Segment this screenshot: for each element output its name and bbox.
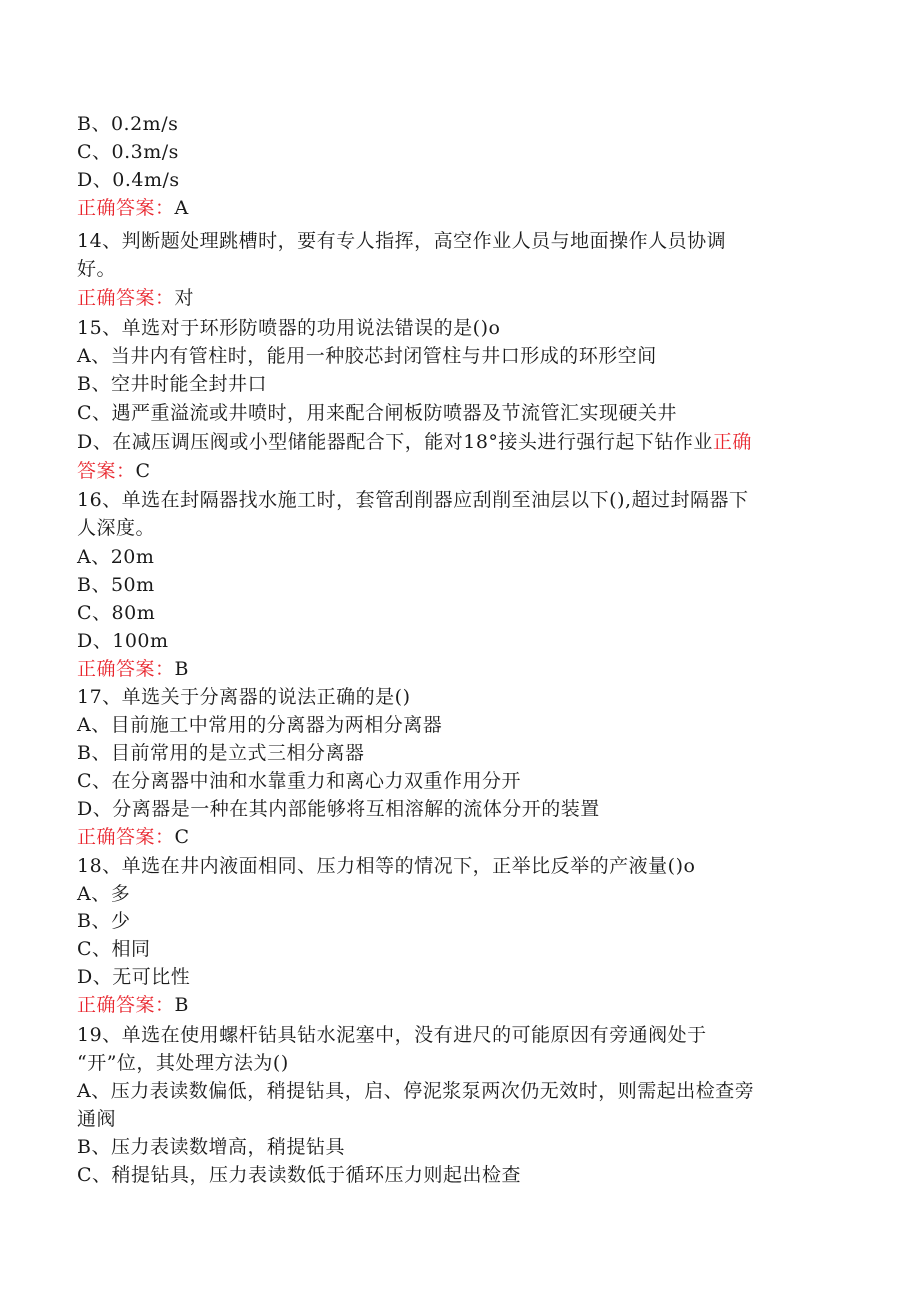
q16-option-d: D、100m: [77, 630, 169, 652]
q19-option-a-line2: 通阀: [77, 1108, 117, 1130]
answer-label: 正确答案：: [77, 658, 175, 680]
q16-question-line2: 人深度。: [77, 517, 156, 539]
answer-label: 正确答案：: [77, 994, 175, 1016]
q18-option-c: C、相同: [77, 938, 151, 960]
q13-option-d: D、0.4m/s: [77, 169, 180, 191]
q15-option-b: B、空井时能全封井口: [77, 373, 267, 395]
answer-value: A: [174, 197, 189, 219]
q14-question-line2: 好。: [77, 258, 117, 280]
q16-option-a: A、20m: [77, 546, 155, 568]
answer-label: 正确答案：: [77, 287, 175, 309]
q17-option-b: B、目前常用的是立式三相分离器: [77, 742, 365, 764]
answer-value: B: [174, 658, 189, 680]
q14-answer: [77, 284, 194, 312]
option-text: D、在减压调压阀或小型储能器配合下，能对18°接头进行强行起下钻作业: [77, 431, 713, 453]
answer-value: C: [174, 826, 190, 848]
q17-answer: [77, 823, 190, 851]
answer-label-part1: 正确: [712, 431, 752, 453]
q18-answer: [77, 991, 189, 1019]
q16-question-line1: 16、单选在封隔器找水施工时，套管刮削器应刮削至油层以下(),超过封隔器下: [77, 489, 749, 511]
q16-option-c: C、80m: [77, 602, 156, 624]
q13-option-c: C、0.3m/s: [77, 141, 179, 163]
q19-option-c: C、稍提钻具，压力表读数低于循环压力则起出检查: [77, 1164, 522, 1186]
answer-label: 正确答案：: [77, 826, 175, 848]
q15-option-a: A、当井内有管柱时，能用一种胶芯封闭管柱与井口形成的环形空间: [77, 345, 657, 367]
q14-question-line1: 14、判断题处理跳槽时，要有专人指挥，高空作业人员与地面操作人员协调: [77, 230, 727, 252]
q16-answer: [77, 655, 189, 683]
q17-question: 17、单选关于分离器的说法正确的是(): [77, 686, 411, 708]
q19-question-line1: 19、单选在使用螺杆钻具钻水泥塞中，没有进尺的可能原因有旁通阀处于: [77, 1024, 707, 1046]
q18-option-d: D、无可比性: [77, 966, 191, 988]
q15-option-d: [77, 428, 752, 456]
q15-answer: [77, 457, 151, 485]
q18-option-a: A、多: [77, 883, 131, 905]
q19-option-b: B、压力表读数增高，稍提钻具: [77, 1136, 345, 1158]
q15-question: 15、单选对于环形防喷器的功用说法错误的是()o: [77, 317, 501, 339]
q17-option-d: D、分离器是一种在其内部能够将互相溶解的流体分开的装置: [77, 798, 600, 820]
q18-question: 18、单选在井内液面相同、压力相等的情况下，正举比反举的产液量()o: [77, 855, 696, 877]
answer-value: C: [135, 460, 151, 482]
answer-value: 对: [174, 287, 195, 309]
answer-label: 正确答案：: [77, 197, 175, 219]
q18-option-b: B、少: [77, 910, 131, 932]
q19-option-a-line1: A、压力表读数偏低，稍提钻具，启、停泥浆泵两次仍无效时，则需起出检查旁: [77, 1080, 755, 1102]
q17-option-a: A、目前施工中常用的分离器为两相分离器: [77, 714, 443, 736]
q19-question-line2: “开”位，其处理方法为(): [77, 1052, 289, 1074]
q16-option-b: B、50m: [77, 574, 155, 596]
q13-option-b: B、0.2m/s: [77, 113, 179, 135]
q17-option-c: C、在分离器中油和水靠重力和离心力双重作用分开: [77, 770, 522, 792]
q13-answer: [77, 194, 189, 222]
answer-label-part2: 答案：: [77, 460, 136, 482]
answer-value: B: [174, 994, 189, 1016]
q15-option-c: C、遇严重溢流或井喷时，用来配合闸板防喷器及节流管汇实现硬关井: [77, 402, 678, 424]
